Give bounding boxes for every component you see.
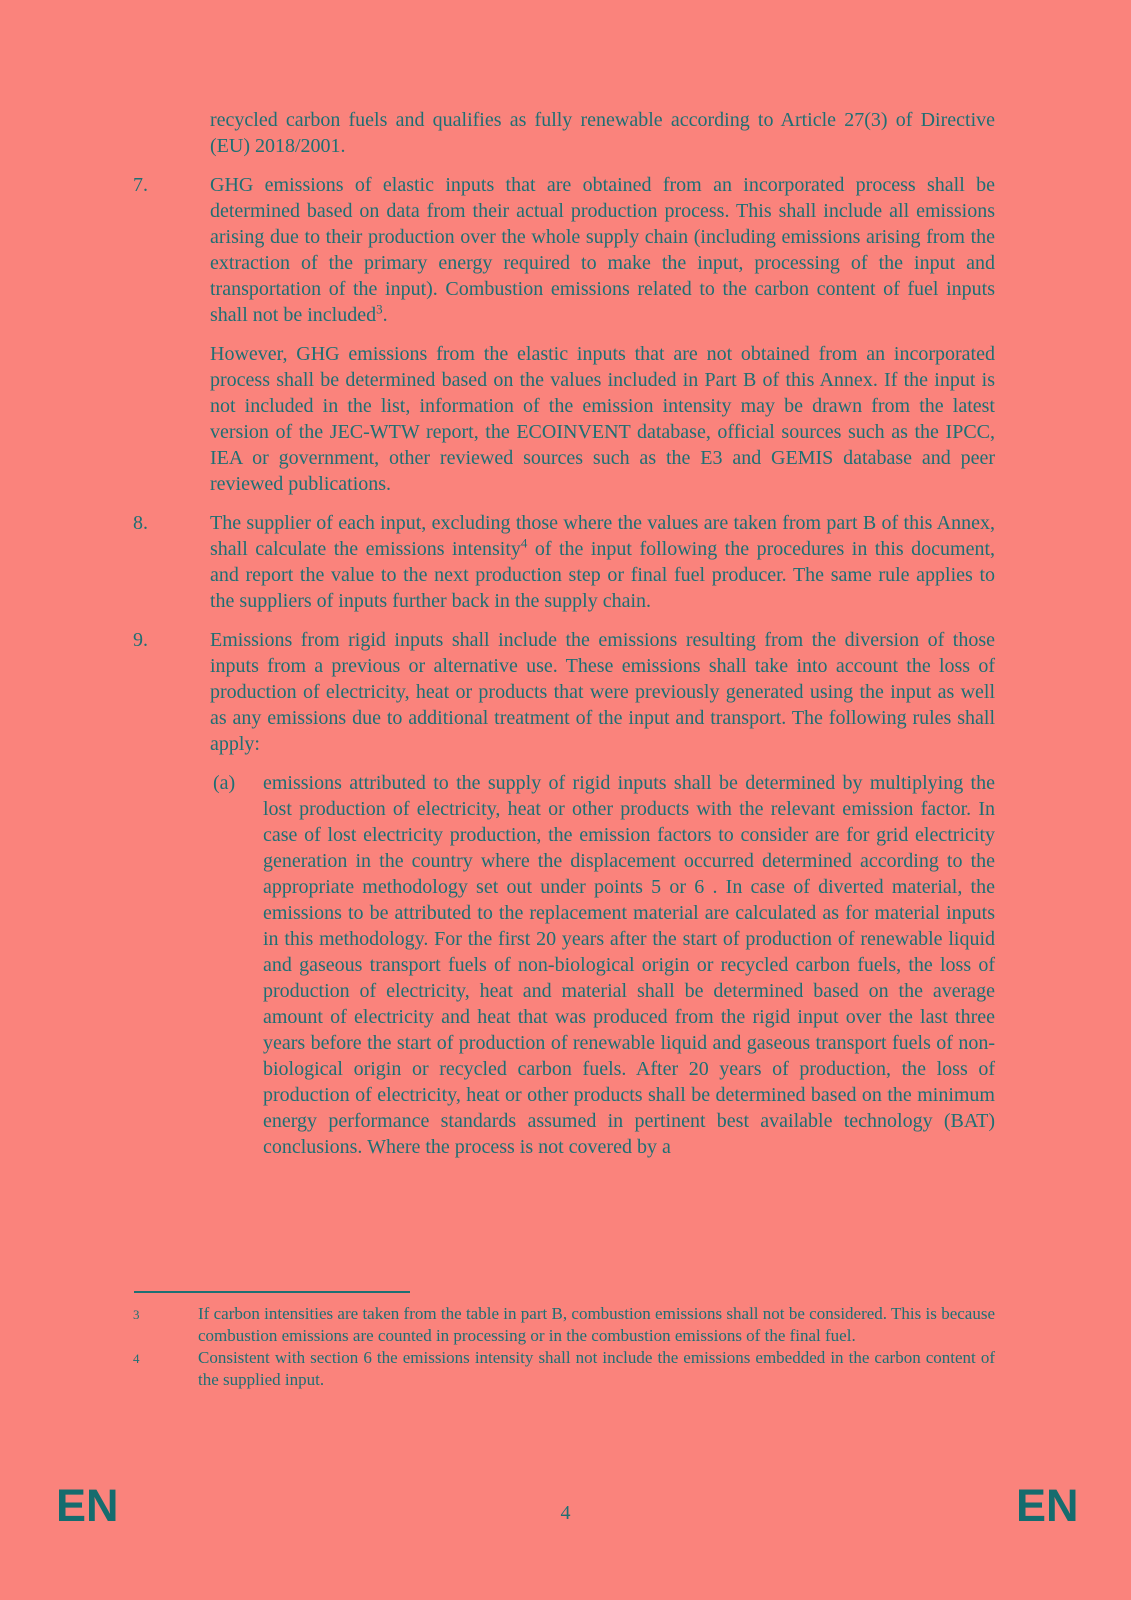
- footnote-reference: 3: [376, 301, 383, 317]
- item-text-run: The supplier of each input, excluding those where the values are taken from part B of this Annex, shall calculate the emissions intensity: [210, 512, 995, 560]
- language-marker-right: EN: [1016, 1480, 1079, 1531]
- footnote-reference: 4: [520, 535, 528, 551]
- footnote-text: Consistent with section 6 the emissions intensity shall not include the emissions embedded in the carbon content of the supplied input.: [198, 1348, 995, 1389]
- sub-item-label: (a): [213, 772, 236, 794]
- item-text: [210, 341, 995, 497]
- page-body: [0, 107, 1131, 1160]
- page-number: 4: [560, 1502, 571, 1524]
- item-text-tail: of the input following the procedures in this document, and report the value to the next production step or final fuel producer. The same rule applies to the suppliers of inputs further back in the supply chain.: [210, 538, 996, 612]
- footnote-separator: [134, 1291, 410, 1293]
- item-text-run: Emissions from rigid inputs shall include the emissions resulting from the diversion of those inputs from a previous or alternative use. These emissions shall take into account the loss of production of electricity, heat or products that were previously generated using the input as well as any emissions due to additional treatment of the input and transport. The following rules shall apply:: [210, 629, 995, 755]
- item-text-run: GHG emissions of elastic inputs that are obtained from an incorporated process shall be determined based on data from their actual production process. This shall include all emissions arising due to their production over the whole supply chain (including emissions arising from the extraction of the primary energy required to make the input, processing of the input and transportation of the input). Combustion emissions related to the carbon content of fuel inputs shall not be included: [210, 174, 995, 326]
- footnote-marker: 4: [133, 1351, 140, 1366]
- numbered-item-9: [133, 627, 995, 757]
- footnote-marker: 3: [133, 1307, 140, 1322]
- sub-item-text: emissions attributed to the supply of rigid inputs shall be determined by multiplying the lost production of electricity, heat or other products with the relevant emission factor. In case of lost electricity production, the emission factors to consider are for grid electricity generation in the country where the displacement occurred determined according to the appropriate methodology set out under points 5 or 6 . In case of diverted material, the emissions to be attributed to the replacement material are calculated as for material inputs in this methodology. For the first 20 years after the start of production of renewable liquid and gaseous transport fuels of non-biological origin or recycled carbon fuels, the loss of production of electricity, heat and material shall be determined based on the average amount of electricity and heat that was produced from the rigid input over the last three years before the start of production of renewable liquid and gaseous transport fuels of non-biological origin or recycled carbon fuels. After 20 years of production, the loss of production of electricity, heat or other products shall be determined based on the minimum energy performance standards assumed in pertinent best available technology (BAT) conclusions. Where the process is not covered by a: [263, 772, 995, 1158]
- item-text-run: However, GHG emissions from the elastic inputs that are not obtained from an incorporated process shall be determined based on the values included in Part B of this Annex. If the input is not included in the list, information of the emission intensity may be drawn from the latest version of the JEC-WTW report, the ECOINVENT database, official sources such as the IPCC, IEA or government, other reviewed sources such as the E3 and GEMIS database and peer reviewed publications.: [210, 343, 995, 495]
- footnotes-section: [133, 1291, 995, 1391]
- item-text: [210, 172, 995, 328]
- item-number: 9.: [133, 629, 148, 651]
- footnote-text: If carbon intensities are taken from the table in part B, combustion emissions shall not be considered. This is because combustion emissions are counted in processing or in the combustion emissions of the final fuel.: [198, 1304, 995, 1345]
- numbered-item-7: [133, 172, 995, 328]
- item-number: 7.: [133, 174, 148, 196]
- item-number: [133, 341, 210, 497]
- footnote-4: [133, 1347, 995, 1391]
- language-marker-left: EN: [56, 1480, 119, 1531]
- paragraph-continuation: recycled carbon fuels and qualifies as fully renewable according to Article 27(3) of Directive (EU) 2018/2001.: [210, 109, 995, 157]
- item-text-tail: .: [382, 304, 388, 326]
- numbered-item-8: [133, 510, 995, 614]
- footnote-3: [133, 1303, 995, 1347]
- unnumbered-paragraph: [133, 341, 995, 497]
- sub-item-a: [213, 770, 995, 1160]
- item-number: 8.: [133, 512, 148, 534]
- item-text: [210, 627, 995, 757]
- item-text: [210, 510, 995, 614]
